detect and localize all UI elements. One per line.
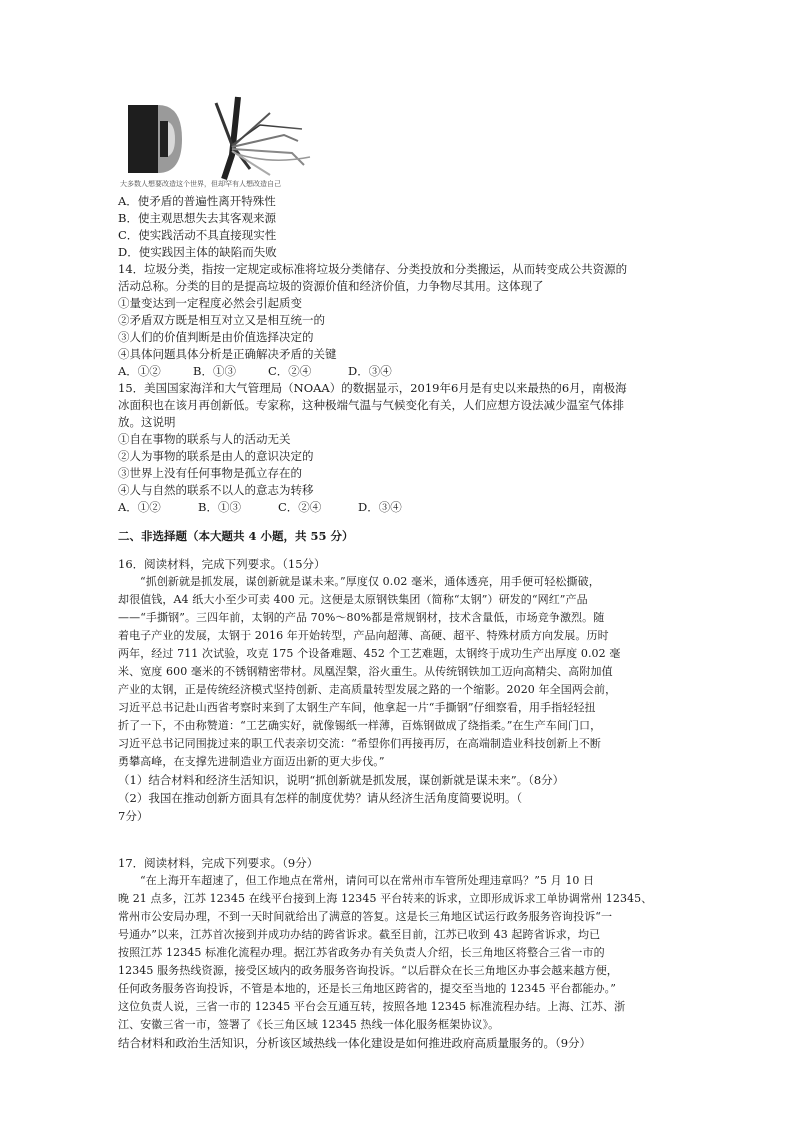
q16-material-line: 两年，经过 711 次试验，攻克 175 个设备难题、452 个工艺难题，太钢终于成功生产出厚度 0.02 毫 (118, 647, 621, 660)
exam-content (118, 193, 658, 1052)
q17-requirement: 结合材料和政治生活知识，分析该区域热线一体化建设是如何推进政府高质量服务的。（9分） (118, 1036, 592, 1050)
q14-item-4: ④具体问题具体分析是正确解决矛盾的关键 (118, 347, 337, 361)
q14-choice-d: D．③④ (348, 364, 392, 378)
q16-material-line: “抓创新就是抓发展，谋创新就是谋未来。”厚度仅 0.02 毫米，通体透亮，用手便可轻松撕破， (140, 575, 600, 588)
q17-material-line: 任何政务服务咨询投诉，不管是本地的，还是长三角地区跨省的，提交至当地的 12345 平台都能办。” (118, 982, 617, 995)
q14-stem-line2: 活动总称。分类的目的是提高垃圾的资源价值和经济价值，力争物尽其用。这体现了 (118, 279, 544, 293)
q15-stem-line2: 冰面积也在该月再创新低。专家称，这种极端气温与气候变化有关，人们应想方设法减少温室气体排 (118, 398, 624, 412)
q15-choice-b: B．①③ (198, 500, 241, 514)
q14-item-1: ①量变达到一定程度必然会引起质变 (118, 296, 302, 310)
q16-material-line: 习近平总书记赴山西省考察时来到了太钢生产车间，他拿起一片“手撕钢”仔细察看，用手指轻轻扭 (118, 701, 596, 714)
logo-caption: 大多数人想要改造这个世界，但却罕有人想改造自己 (120, 180, 281, 188)
q14-item-3: ③人们的价值判断是由价值选择决定的 (118, 330, 314, 344)
q14-choice-b: B．①③ (193, 364, 236, 378)
q17-material (118, 872, 658, 1034)
q17-material-line: 常州市公安局办理，不到一天时间就给出了满意的答复。这是长三角地区试运行政务服务咨询投诉“一 (118, 910, 613, 923)
q17-material-line: 12345 服务热线资源，接受区域内的政务服务咨询投诉。“以后群众在长三角地区办事会越来越方便， (118, 964, 618, 977)
q13-option-d: D．使实践因主体的缺陷而失败 (118, 245, 277, 259)
q15-choice-d: D．③④ (358, 500, 402, 514)
q15-choice-c: C．②④ (278, 500, 322, 514)
q15-choices (118, 499, 658, 516)
q16-subquestion-2-line1: （2）我国在推动创新方面具有怎样的制度优势？请从经济生活角度简要说明。（ (118, 791, 523, 805)
q17-material-line: “在上海开车超速了，但工作地点在常州，请问可以在常州市车管所处理违章吗？”5 月 10 日 (140, 874, 595, 887)
q15-item-2: ②人为事物的联系是由人的意识决定的 (118, 449, 314, 463)
q17-material-line: 晚 21 点多，江苏 12345 在线平台接到上海 12345 平台转来的诉求，立即形成诉求工单协调常州 12345、 (118, 892, 653, 905)
q15-item-4: ④人与自然的联系不以人的意志为转移 (118, 483, 314, 497)
q15-choice-a: A．①② (118, 500, 161, 514)
answer-space (118, 825, 658, 855)
q16-material-line: 折了一下，不由称赞道：“工艺确实好，就像锡纸一样薄，百炼钢做成了绕指柔。”在生产车间门口， (118, 719, 602, 732)
q17-material-line: 江、安徽三省一市，签署了《长三角区域 12345 热线一体化服务框架协议》。 (118, 1018, 500, 1031)
q16-material-line: 却很值钱，A4 纸大小至少可卖 400 元。这便是太原钢铁集团（简称“太钢”）研发的“网红”产品 (118, 593, 588, 606)
q15-item-3: ③世界上没有任何事物是孤立存在的 (118, 466, 302, 480)
q16-material-line: 产业的太钢，正是传统经济模式坚持创新、走高质量转型发展之路的一个缩影。2020 年全国两会前， (118, 683, 617, 696)
q13-option-c: C．使实践活动不具直接现实性 (118, 228, 277, 242)
q16-material-line: 米、宽度 600 毫米的不锈钢精密带材。凤凰涅槃，浴火重生。从传统钢铁加工迈向高精尖、高附加值 (118, 665, 613, 678)
q15-item-1: ①自在事物的联系与人的活动无关 (118, 432, 291, 446)
q16-material-line: ——“手撕钢”。三四年前，太钢的产品 70%～80%都是常规钢材，技术含量低，市场竞争激烈。随 (118, 611, 605, 624)
q16-material-line: 着电子产业的发展，太钢于 2016 年开始转型，产品向超薄、高硬、超平、特殊材质方向发展。历时 (118, 629, 609, 642)
q14-choices (118, 363, 658, 380)
q17-material-line: 这位负责人说，三省一市的 12345 平台会互通互转，按照各地 12345 标准流程办结。上海、江苏、浙 (118, 1000, 626, 1013)
q16-material-line: 习近平总书记同围拢过来的职工代表亲切交流：“希望你们再接再厉，在高端制造业科技创新上不断 (118, 737, 602, 750)
q16-subquestion-2-line2: 7分） (118, 809, 149, 823)
q13-option-b: B．使主观思想失去其客观来源 (118, 211, 276, 225)
q17-heading: 17．阅读材料，完成下列要求。（9分） (118, 856, 319, 870)
q16-subquestion-1: （1）结合材料和经济生活知识，说明“抓创新就是抓发展，谋创新就是谋未来”。（8分） (118, 773, 565, 787)
q15-stem-line3: 放。这说明 (118, 415, 176, 429)
q16-material (118, 573, 658, 771)
q15-stem-line1: 15．美国国家海洋和大气管理局（NOAA）的数据显示，2019年6月是有史以来最热的6月，南极海 (118, 381, 627, 395)
q17-material-line: 按照江苏 12345 标准化流程办理。据江苏省政务办有关负责人介绍，长三角地区将整合三省一市的 (118, 946, 605, 959)
q16-material-line: 勇攀高峰，在支撑先进制造业方面迈出新的更大步伐。” (118, 755, 385, 768)
q13-option-a: A．使矛盾的普遍性离开特殊性 (118, 194, 276, 208)
q14-item-2: ②矛盾双方既是相互对立又是相互统一的 (118, 313, 325, 327)
q17-material-line: 号通办”以来，江苏首次接到并成功办结的跨省诉求。截至目前，江苏已收到 43 起跨省诉求，均已 (118, 928, 601, 941)
section-heading: 二、非选择题（本大题共 4 小题，共 55 分） (118, 528, 354, 543)
q14-stem-line1: 14．垃圾分类，指按一定规定或标准将垃圾分类储存、分类投放和分类搬运，从而转变成公共资源的 (118, 262, 628, 276)
q14-choice-c: C．②④ (268, 364, 312, 378)
q16-heading: 16．阅读材料，完成下列要求。（15分） (118, 557, 326, 571)
q14-choice-a: A．①② (118, 364, 161, 378)
